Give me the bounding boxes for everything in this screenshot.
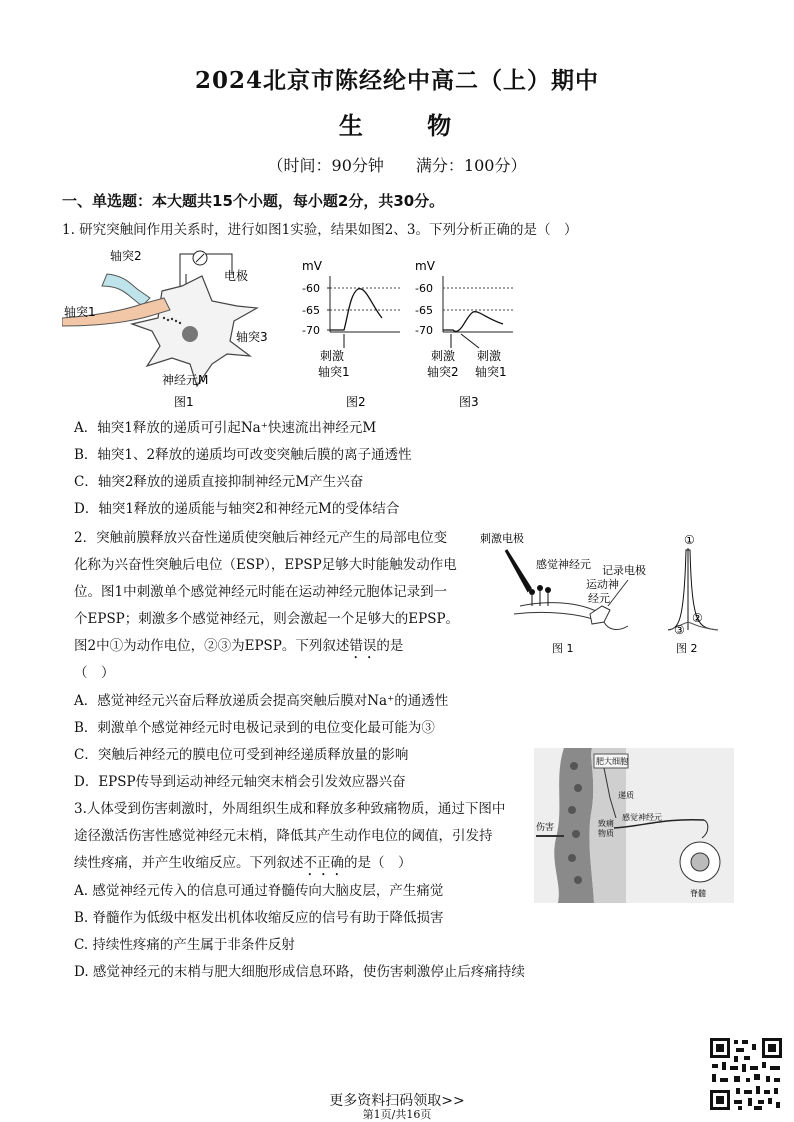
q2-label-motor2: 经元: [588, 592, 610, 605]
q1-option-d: D．轴突1释放的递质能与轴突2和神经元M的受体结合: [74, 501, 400, 517]
q3-label-sub: 递质: [618, 791, 634, 800]
caption-fig1: 图1: [174, 395, 194, 409]
fig3-tick-70: -70: [415, 324, 433, 337]
caption-fig2: 图2: [346, 395, 366, 409]
q2-caption-1: 图 1: [552, 642, 574, 655]
q3-option-b: B. 脊髓作为低级中枢发出机体收缩反应的信号有助于降低损害: [74, 910, 444, 926]
q3-option-c: C. 持续性疼痛的产生属于非条件反射: [74, 937, 295, 953]
q3-label-pain2: 物质: [598, 829, 614, 838]
q1-figure-2: [300, 256, 405, 411]
q2-line-2: 化称为兴奋性突触后电位（ESP），EPSP足够大时能触发动作电: [74, 557, 457, 573]
q3-line3-pre: 续性疼痛，并产生收缩反应。下列叙述: [74, 855, 304, 871]
q2-mark-2: ②: [692, 611, 703, 625]
q2-line5-pre: 图2中①为动作电位，②③为EPSP。下列叙述: [74, 638, 350, 654]
q2-mark-1: ①: [684, 533, 695, 547]
q2-option-b: B．刺激单个感觉神经元时电极记录到的电位变化最可能为③: [74, 720, 435, 736]
q2-label-motor1: 运动神: [586, 578, 619, 591]
q3-option-a: A. 感觉神经元传入的信息可通过脊髓传向大脑皮层，产生痛觉: [74, 883, 444, 899]
fig3-trace: [443, 312, 503, 332]
q3-emphasis: 不正确: [303, 855, 344, 871]
q2-line-5: [74, 633, 403, 662]
q3-label-neuron: 感觉神经元: [622, 813, 662, 822]
fig3-axon1: 轴突1: [475, 365, 507, 379]
q2-figure: [478, 530, 738, 660]
exam-title: 2024北京市陈经纶中高二（上）期中: [194, 67, 599, 94]
q1-figure-3: [413, 256, 523, 411]
subject-title: 生 物: [338, 111, 480, 140]
q2-emphasis: 错误: [349, 638, 377, 654]
label-axon1: 轴突1: [64, 305, 96, 319]
q3-label-spinal: 脊髓: [690, 889, 706, 898]
fig2-axon1: 轴突1: [318, 365, 350, 379]
fig3-unit: mV: [415, 259, 435, 273]
q2-paren: （ ）: [74, 665, 115, 681]
q1-option-c: C．轴突2释放的递质直接抑制神经元M产生兴奋: [74, 474, 364, 490]
q3-line3-post: 的是（ ）: [344, 855, 412, 871]
q3-line-2: 途径激活伤害性感觉神经元末梢，降低其产生动作电位的阈值，引发持: [74, 828, 493, 844]
q2-line5-post: 的是: [376, 638, 404, 654]
q1-figure-1: [62, 246, 302, 411]
q1-stem: 1. 研究突触间作用关系时，进行如图1实验，结果如图2、3。下列分析正确的是（ ）: [62, 222, 578, 238]
fig3-stim-a: 刺激: [431, 349, 456, 363]
label-axon2: 轴突2: [110, 249, 142, 263]
q2-line-4: 个EPSP；刺激多个感觉神经元，则会激起一个足够大的EPSP。: [74, 611, 460, 627]
q2-caption-2: 图 2: [676, 642, 698, 655]
q1-option-b: B．轴突1、2释放的递质均可改变突触后膜的离子通透性: [74, 447, 412, 463]
electrode-icon: [506, 550, 530, 590]
fig2-tick-65: -65: [302, 304, 320, 317]
fig2-stim: 刺激: [320, 349, 345, 363]
fig3-axon2: 轴突2: [427, 365, 459, 379]
fig3-tick-60: -60: [415, 282, 433, 295]
q2-label-record: 记录电极: [602, 564, 646, 577]
fig2-tick-70: -70: [302, 324, 320, 337]
time-info: （时间：90分钟 满分：100分）: [267, 156, 527, 175]
fig3-stim-b: 刺激: [477, 349, 502, 363]
q3-label-injury: 伤害: [536, 823, 555, 833]
q1-option-a: A．轴突1释放的递质可引起Na⁺快速流出神经元M: [74, 420, 377, 436]
label-axon3: 轴突3: [236, 330, 268, 344]
label-neuron-m: 神经元M: [162, 373, 209, 387]
q2-label-sensory: 感觉神经元: [536, 558, 591, 571]
q2-option-a: A．感觉神经元兴奋后释放递质会提高突触后膜对Na⁺的通透性: [74, 693, 449, 709]
fig2-unit: mV: [302, 259, 322, 273]
q2-line-3: 位。图1中刺激单个感觉神经元时能在运动神经元胞体记录到一: [74, 584, 448, 600]
q2-label-stim: 刺激电极: [480, 532, 524, 545]
fig2-trace: [330, 289, 382, 330]
label-electrode: 电极: [224, 269, 249, 283]
q3-option-d: D. 感觉神经元的末梢与肥大细胞形成信息环路，使伤害刺激停止后疼痛持续: [74, 964, 525, 980]
q3-label-pain1: 致痛: [598, 819, 614, 828]
q3-line-1: 3.人体受到伤害刺激时，外周组织生成和释放多种致痛物质，通过下图中: [74, 801, 506, 817]
footer-more-link[interactable]: 更多资料扫码领取>>: [329, 1093, 465, 1109]
q2-option-d: D．EPSP传导到运动神经元轴突末梢会引发效应器兴奋: [74, 774, 406, 790]
q3-figure: [534, 748, 734, 903]
q2-option-c: C．突触后神经元的膜电位可受到神经递质释放量的影响: [74, 747, 409, 763]
fig2-tick-60: -60: [302, 282, 320, 295]
fig3-tick-65: -65: [415, 304, 433, 317]
caption-fig3: 图3: [459, 395, 479, 409]
section-heading: 一、单选题：本大题共15个小题，每小题2分，共30分。: [62, 192, 445, 210]
q3-line-3: [74, 850, 412, 879]
page-number: 第1页/共16页: [362, 1108, 432, 1121]
q2-line-1: 2．突触前膜释放兴奋性递质使突触后神经元产生的局部电位变: [74, 530, 448, 546]
q2-mark-3: ③: [674, 623, 685, 637]
q3-label-mast: 肥大细胞: [596, 757, 628, 766]
